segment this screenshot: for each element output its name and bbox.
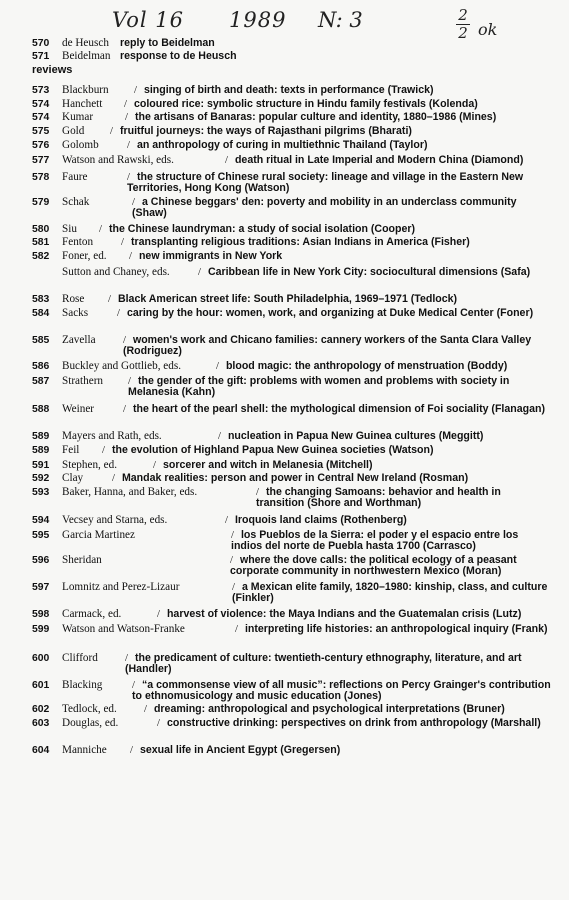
entry-author: Garcia Martinez	[62, 529, 135, 541]
entry-title: reply to Beidelman	[120, 37, 215, 49]
slash-separator: /	[110, 126, 113, 137]
entry-number: 580	[32, 224, 50, 235]
entry-author: Sacks	[62, 307, 89, 319]
entry-author: Baker, Hanna, and Baker, eds.	[62, 486, 198, 498]
entry-title-block	[108, 294, 551, 305]
entry-number: 593	[32, 487, 50, 498]
entry-author: Lomnitz and Perez-Lizaur	[62, 581, 180, 593]
entry-title: the gender of the gift: problems with women and problems with society in Melanesia (Kahn)	[128, 375, 510, 399]
entry-number: 598	[32, 609, 50, 620]
entry-title-block	[157, 718, 551, 729]
slash-separator: /	[102, 445, 105, 456]
slash-separator: /	[235, 624, 238, 635]
entry-title: response to de Heusch	[120, 50, 237, 62]
entry-author: Foner, ed.	[62, 250, 107, 262]
slash-separator: /	[132, 680, 135, 691]
entry-number: 592	[32, 473, 50, 484]
slash-separator: /	[230, 555, 233, 566]
entry-author: de Heusch	[62, 37, 109, 49]
slash-separator: /	[157, 718, 160, 729]
entry-number: 601	[32, 680, 50, 691]
entry-title-block	[124, 99, 551, 110]
entry-title: harvest of violence: the Maya Indians and the Guatemalan crisis (Lutz)	[166, 608, 522, 620]
entry-author: Manniche	[62, 744, 107, 756]
entry-number: 578	[32, 172, 50, 183]
entry-title-block	[232, 582, 551, 604]
entry-number: 581	[32, 237, 50, 248]
entry-number: 595	[32, 530, 50, 541]
slash-separator: /	[124, 99, 127, 110]
slash-separator: /	[218, 431, 221, 442]
entry-title-block	[123, 404, 551, 415]
entry-title: where the dove calls: the political ecology of a peasant corporate community in northwestern Mexico (Moran)	[230, 554, 517, 578]
slash-separator: /	[216, 361, 219, 372]
slash-separator: /	[117, 308, 120, 319]
entry-number: 571	[32, 51, 50, 62]
entry-title: dreaming: anthropological and psychological interpretations (Bruner)	[153, 703, 505, 715]
entry-title: sexual life in Ancient Egypt (Gregersen)	[139, 744, 341, 756]
handwritten-issue-number: N: 3	[318, 8, 363, 32]
entry-title-block	[129, 251, 551, 262]
entry-title-block	[127, 140, 551, 151]
slash-separator: /	[128, 376, 131, 387]
entry-author: Golomb	[62, 139, 99, 151]
entry-title: caring by the hour: women, work, and organizing at Duke Medical Center (Foner)	[126, 307, 534, 319]
entry-number: 589	[32, 431, 50, 442]
entry-title-block	[153, 460, 551, 471]
handwritten-fraction-bottom: 2	[458, 24, 468, 42]
entry-author: Zavella	[62, 334, 96, 346]
entry-author: Feil	[62, 444, 80, 456]
slash-separator: /	[112, 473, 115, 484]
entry-title-block	[230, 555, 551, 577]
entry-title-block	[130, 745, 551, 756]
entry-author: Rose	[62, 293, 85, 305]
entry-title-block	[132, 680, 551, 702]
slash-separator: /	[125, 112, 128, 123]
entry-author: Vecsey and Starna, eds.	[62, 514, 168, 526]
entry-title: sorcerer and witch in Melanesia (Mitchell)	[162, 459, 373, 471]
entry-title: the Chinese laundryman: a study of social isolation (Cooper)	[108, 223, 416, 235]
entry-title: the artisans of Banaras: popular culture and identity, 1880–1986 (Mines)	[134, 111, 497, 123]
slash-separator: /	[108, 294, 111, 305]
entry-number: 584	[32, 308, 50, 319]
entry-title-block	[157, 609, 551, 620]
entry-title-block	[127, 172, 551, 194]
slash-separator: /	[225, 155, 228, 166]
entry-title: coloured rice: symbolic structure in Hindu family festivals (Kolenda)	[133, 98, 478, 110]
entry-title: death ritual in Late Imperial and Modern China (Diamond)	[234, 154, 524, 166]
entry-title-block	[256, 487, 551, 509]
entry-author: Buckley and Gottlieb, eds.	[62, 360, 181, 372]
entry-number: 576	[32, 140, 50, 151]
entry-title-block	[225, 515, 551, 526]
entry-author: Clay	[62, 472, 84, 484]
slash-separator: /	[198, 267, 201, 278]
entry-number: 600	[32, 653, 50, 664]
entry-author: Siu	[62, 223, 77, 235]
entry-title: the changing Samoans: behavior and health in transition (Shore and Worthman)	[256, 486, 501, 510]
entry-title-block	[117, 308, 551, 319]
entry-title-block	[231, 530, 551, 552]
entry-author: Watson and Watson-Franke	[62, 623, 185, 635]
slash-separator: /	[157, 609, 160, 620]
handwritten-year: 1989	[229, 8, 287, 32]
entry-title-block	[120, 51, 551, 62]
entry-number: 573	[32, 85, 50, 96]
entry-title-block	[121, 237, 551, 248]
handwritten-ok: ok	[478, 20, 498, 39]
entry-author: Watson and Rawski, eds.	[62, 154, 174, 166]
slash-separator: /	[99, 224, 102, 235]
entry-title: women's work and Chicano families: cannery workers of the Santa Clara Valley (Rodriguez)	[123, 334, 532, 358]
entry-title: constructive drinking: perspectives on drink from anthropology (Marshall)	[166, 717, 541, 729]
entry-number: 570	[32, 38, 50, 49]
entry-title: nucleation in Papua New Guinea cultures (Meggitt)	[227, 430, 484, 442]
entry-author: Hanchett	[62, 98, 103, 110]
entry-number: 602	[32, 704, 50, 715]
entry-number: 577	[32, 155, 50, 166]
entry-number: 594	[32, 515, 50, 526]
entry-title: an anthropology of curing in multiethnic Thailand (Taylor)	[136, 139, 428, 151]
entry-author: Gold	[62, 125, 85, 137]
slash-separator: /	[121, 237, 124, 248]
entry-author: Kumar	[62, 111, 94, 123]
slash-separator: /	[256, 487, 259, 498]
entry-title-block	[225, 155, 551, 166]
entry-title-block	[120, 38, 551, 49]
entry-title-block	[128, 376, 551, 398]
entry-number: 582	[32, 251, 50, 262]
entry-title-block	[99, 224, 551, 235]
entry-title: the structure of Chinese rural society: lineage and village in the Eastern New Territories, Hong Kong (Watson)	[127, 171, 524, 195]
entry-title-block	[125, 653, 551, 675]
entry-number: 574	[32, 99, 50, 110]
entry-number: 583	[32, 294, 50, 305]
entry-title-block	[218, 431, 551, 442]
entry-title-block	[198, 267, 551, 278]
entry-author: Sutton and Chaney, eds.	[62, 266, 170, 278]
entry-author: Mayers and Rath, eds.	[62, 430, 162, 442]
entry-author: Weiner	[62, 403, 95, 415]
entry-author: Beidelman	[62, 50, 111, 62]
slash-separator: /	[225, 515, 228, 526]
entry-number: 599	[32, 624, 50, 635]
entry-title-block	[134, 85, 551, 96]
slash-separator: /	[125, 653, 128, 664]
entry-title: Black American street life: South Philadelphia, 1969–1971 (Tedlock)	[117, 293, 458, 305]
entry-number: 604	[32, 745, 50, 756]
entry-number: 603	[32, 718, 50, 729]
entry-title: los Pueblos de la Sierra: el poder y el espacio entre los indios del norte de Puebla hasta 1700 (Carrasco)	[231, 529, 519, 553]
entry-number: 589	[32, 445, 50, 456]
entry-title-block	[144, 704, 551, 715]
entry-title: blood magic: the anthropology of menstruation (Boddy)	[225, 360, 508, 372]
handwritten-volume: Vol 16	[112, 8, 184, 32]
entry-author: Fenton	[62, 236, 94, 248]
entry-author: Carmack, ed.	[62, 608, 122, 620]
entry-title: fruitful journeys: the ways of Rajasthani pilgrims (Bharati)	[119, 125, 412, 137]
entry-number: 597	[32, 582, 50, 593]
entry-title-block	[110, 126, 551, 137]
section-label: reviews	[32, 64, 73, 76]
entry-author: Strathern	[62, 375, 104, 387]
slash-separator: /	[123, 404, 126, 415]
entry-number: 596	[32, 555, 50, 566]
entry-number: 579	[32, 197, 50, 208]
slash-separator: /	[127, 172, 130, 183]
slash-separator: /	[130, 745, 133, 756]
entry-title-block	[216, 361, 551, 372]
entry-author: Douglas, ed.	[62, 717, 119, 729]
entry-author: Sheridan	[62, 554, 102, 566]
entry-title-block	[123, 335, 551, 357]
handwritten-fraction	[456, 8, 470, 41]
entry-title: transplanting religious traditions: Asian Indians in America (Fisher)	[130, 236, 470, 248]
slash-separator: /	[123, 335, 126, 346]
slash-separator: /	[153, 460, 156, 471]
slash-separator: /	[129, 251, 132, 262]
entry-title: Iroquois land claims (Rothenberg)	[234, 514, 407, 526]
entry-title: singing of birth and death: texts in performance (Trawick)	[143, 84, 434, 96]
entry-number: 574	[32, 112, 50, 123]
entry-title: “a commonsense view of all music”: reflections on Percy Grainger's contribution to ethnomusicology and music education (Jones)	[132, 679, 551, 703]
entry-title: new immigrants in New York	[138, 250, 283, 262]
entry-author: Clifford	[62, 652, 98, 664]
entry-title: a Chinese beggars' den: poverty and mobility in an underclass community (Shaw)	[132, 196, 517, 220]
slash-separator: /	[134, 85, 137, 96]
slash-separator: /	[132, 197, 135, 208]
entry-number: 585	[32, 335, 50, 346]
entry-title-block	[125, 112, 551, 123]
entry-author: Stephen, ed.	[62, 459, 117, 471]
entry-title: the predicament of culture: twentieth-century ethnography, literature, and art (Handler)	[125, 652, 522, 676]
entry-title: the heart of the pearl shell: the mythological dimension of Foi sociality (Flanagan)	[132, 403, 545, 415]
entry-author: Faure	[62, 171, 88, 183]
slash-separator: /	[232, 582, 235, 593]
entry-number: 587	[32, 376, 50, 387]
entry-author: Schak	[62, 196, 90, 208]
entry-number: 575	[32, 126, 50, 137]
slash-separator: /	[231, 530, 234, 541]
entry-author: Tedlock, ed.	[62, 703, 117, 715]
entry-title: a Mexican elite family, 1820–1980: kinship, class, and culture (Finkler)	[232, 581, 548, 605]
entry-title-block	[102, 445, 551, 456]
slash-separator: /	[144, 704, 147, 715]
entry-title: the evolution of Highland Papua New Guinea societies (Watson)	[111, 444, 434, 456]
entry-number: 588	[32, 404, 50, 415]
entry-title: interpreting life histories: an anthropological inquiry (Frank)	[244, 623, 548, 635]
entry-title: Mandak realities: person and power in Central New Ireland (Rosman)	[121, 472, 469, 484]
entry-author: Blacking	[62, 679, 103, 691]
entry-author: Blackburn	[62, 84, 109, 96]
entry-title: Caribbean life in New York City: sociocultural dimensions (Safa)	[207, 266, 531, 278]
handwritten-fraction-top: 2	[458, 6, 468, 24]
entry-title-block	[235, 624, 551, 635]
entry-number: 586	[32, 361, 50, 372]
slash-separator: /	[127, 140, 130, 151]
entry-number: 591	[32, 460, 50, 471]
entry-title-block	[112, 473, 551, 484]
entry-title-block	[132, 197, 551, 219]
